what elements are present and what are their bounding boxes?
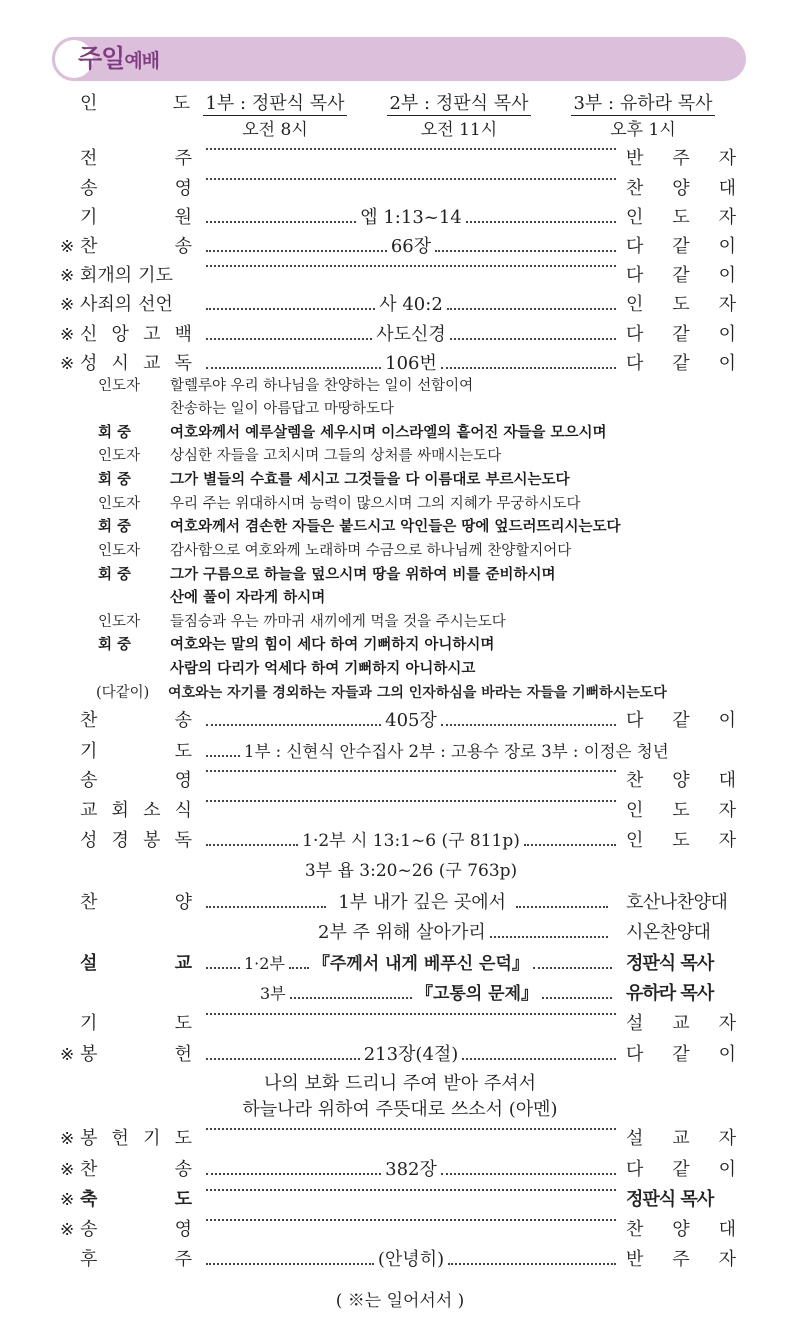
order-row-doxology-2: 송 영 찬 양 대 <box>80 770 736 791</box>
order-row-scripture: 성 경 봉 독 1·2부 시 13:1~6 (구 811p) 인 도 자 <box>80 830 736 851</box>
offering-verse-line-2: 하늘나라 위하여 주뜻대로 쓰소서 (아멘) <box>242 1099 558 1120</box>
order-row-doxology-3: ※ 송 영 찬 양 대 <box>60 1219 736 1240</box>
order-row-prelude: 전 주 반 주 자 <box>80 148 736 169</box>
order-row-anthem: 찬 양 1부 내가 깊은 곳에서 호산나찬양대 <box>80 892 728 913</box>
order-row-hymn: ※ 찬 송 66장 다 같 이 <box>60 236 736 257</box>
order-row-doxology: 송 영 찬 양 대 <box>80 178 736 199</box>
service-3-time: 오후 1시 <box>610 120 676 140</box>
service-1-leader: 1부 : 정판식 목사 <box>205 93 345 114</box>
leader-label: 인 도 <box>80 93 190 114</box>
order-row-responsive-reading: ※ 성 시 교 독 106번 다 같 이 <box>60 353 736 374</box>
order-row-sermon: 설 교 1·2부 『주께서 내게 베푸신 은덕』 정판식 목사 <box>80 953 714 974</box>
section-title: 주일예배 <box>78 44 160 73</box>
order-row-invocation: 기 원 엡 1:13~14 인 도 자 <box>80 207 736 228</box>
order-row-sermon-2: 3부 『고통의 문제』 유하라 목사 <box>260 983 714 1004</box>
order-row-confession: ※ 회개의 기도 다 같 이 <box>60 265 736 286</box>
order-row-offering-prayer: ※ 봉 헌 기 도 설 교 자 <box>60 1128 736 1149</box>
service-2-time: 오전 11시 <box>420 120 498 140</box>
order-row-hymn-2: 찬 송 405장 다 같 이 <box>80 710 736 731</box>
order-row-benediction: ※ 축 도 정판식 목사 <box>60 1189 714 1210</box>
order-row-prayer: 기 도 1부 : 신현식 안수집사 2부 : 고용수 장로 3부 : 이정은 청년 <box>80 741 669 762</box>
order-row-creed: ※ 신 앙 고 백 사도신경 다 같 이 <box>60 324 736 345</box>
order-row-announcements: 교 회 소 식 인 도 자 <box>80 800 736 821</box>
offering-verse-line-1: 나의 보화 드리니 주여 받아 주셔서 <box>263 1073 537 1094</box>
order-row-hymn-3: ※ 찬 송 382장 다 같 이 <box>60 1159 736 1180</box>
order-row-prayer-2: 기 도 설 교 자 <box>80 1013 736 1034</box>
standing-note: ( ※는 일어서서 ) <box>335 1291 465 1311</box>
order-row-absolution: ※ 사죄의 선언 사 40:2 인 도 자 <box>60 294 736 315</box>
order-row-offering: ※ 봉 헌 213장(4절) 다 같 이 <box>60 1044 736 1065</box>
order-row-postlude: 후 주 (안녕히) 반 주 자 <box>80 1249 736 1270</box>
scripture-line-2: 3부 욥 3:20~26 (구 763p) <box>304 861 518 881</box>
service-2-leader: 2부 : 정판식 목사 <box>389 93 529 114</box>
service-3-leader: 3부 : 유하라 목사 <box>573 93 713 114</box>
service-1-time: 오전 8시 <box>242 120 308 140</box>
order-row-anthem-2: 2부 주 위해 살아가리 시온찬양대 <box>318 922 711 943</box>
